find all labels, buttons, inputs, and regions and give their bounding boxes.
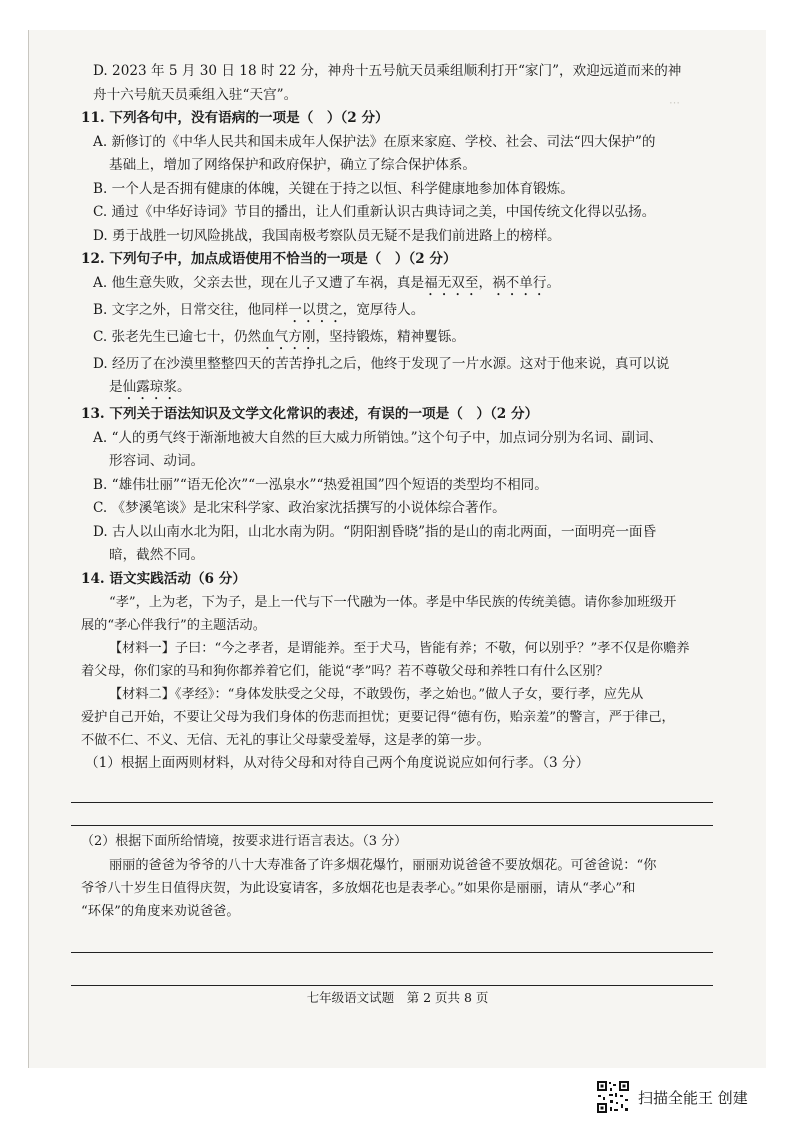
q13-option-d-line2: 暗，截然不同。 bbox=[109, 547, 205, 563]
q12-d-end: 。 bbox=[176, 379, 191, 395]
q14-stem: 14. 语文实践活动（6 分） bbox=[81, 570, 246, 587]
material-two-line2: 爱护自己开始，不要让父母为我们身体的伤悲而担忧；更要记得“德有伤，贻亲羞”的警言，严于律己， bbox=[81, 710, 675, 725]
q12-b-idiom: 一以贯之 bbox=[288, 301, 343, 318]
bleed-through-mark: ⋯ bbox=[669, 96, 680, 109]
answer-line-1[interactable] bbox=[71, 802, 713, 803]
q11-option-a-line1: A. 新修订的《中华人民共和国未成年人保护法》在原来家庭、学校、社会、司法“四大保护”的 bbox=[93, 133, 656, 150]
q13-option-a-line2: 形容词、动词。 bbox=[109, 453, 205, 469]
q12-option-d-line1: D. 经历了在沙漠里整整四天的苦苦挣扎之后，他终于发现了一片水源。这对于他来说，真可以说 bbox=[93, 355, 670, 372]
q11-option-a-line2: 基础上，增加了网络保护和政府保护，确立了综合保护体系。 bbox=[109, 157, 477, 173]
q11-option-c: C. 通过《中华好诗词》节目的播出，让人们重新认识古典诗词之美，中国传统文化得以弘扬。 bbox=[93, 204, 656, 220]
scanner-brand-text: 扫描全能王 创建 bbox=[638, 1088, 748, 1107]
q11-stem: 11. 下列各句中，没有语病的一项是（ ）（2 分） bbox=[81, 110, 389, 126]
q11-option-b: B. 一个人是否拥有健康的体魄，关键在于持之以恒、科学健康地参加体育锻炼。 bbox=[93, 180, 574, 197]
q12-a-text: A. 他生意失败，父亲去世，现在儿子又遭了车祸，真是 bbox=[93, 274, 425, 291]
q12-a-idiom: 福无双至，祸不单行 bbox=[424, 274, 547, 291]
sub-question-1: （1）根据上面两则材料，从对待父母和对待自己两个角度说说应如何行孝。（3 分） bbox=[85, 755, 590, 771]
scenario-line3: “环保”的角度来劝说爸爸。 bbox=[81, 903, 240, 919]
q13-option-d-line1: D. 古人以山南水北为阳，山北水南为阴。“阴阳割昏晓”指的是山的南北两面，一面明亮一面昏 bbox=[93, 523, 657, 540]
scenario-line2: 爷爷八十岁生日值得庆贺，为此设宴请客，多放烟花也是表孝心。”如果你是丽丽，请从“孝心”和 bbox=[81, 880, 636, 896]
q12-b-text: B. 文字之外，日常交往，他同样 bbox=[93, 301, 289, 318]
sub-question-2: （2）根据下面所给情境，按要求进行语言表达。（3 分） bbox=[81, 834, 408, 849]
q10-option-d-line2: 舟十六号航天员乘组入驻“天宫”。 bbox=[93, 86, 298, 103]
q12-d-text: 是 bbox=[109, 379, 123, 395]
material-one-line1: 【材料一】子曰：“今之孝者，是谓能养。至于犬马，皆能有养；不敬，何以别乎？”孝不仅是你赡养 bbox=[109, 641, 690, 656]
scanner-watermark bbox=[596, 1077, 748, 1117]
q10-option-d-line1: D. 2023 年 5 月 30 日 18 时 22 分，神舟十五号航天员乘组顺利打开“家门”，欢迎远道而来的神 bbox=[93, 63, 682, 79]
q12-stem: 12. 下列句子中，加点成语使用不恰当的一项是（ ）（2 分） bbox=[81, 251, 457, 267]
sub-question-2-block bbox=[81, 830, 743, 923]
answer-line-3[interactable] bbox=[71, 952, 713, 953]
q12-c-idiom: 血气方刚 bbox=[261, 328, 316, 345]
material-one-line2: 着父母，你们家的马和狗你都养着它们，能说“孝”吗？若不尊敬父母和养牲口有什么区别？ bbox=[81, 664, 609, 679]
q12-c-text: C. 张老先生已逾七十，仍然 bbox=[93, 328, 262, 345]
scenario-line1: 丽丽的爸爸为爷爷的八十大寿准备了许多烟花爆竹，丽丽劝说爸爸不要放烟花。可爸爸说：“你 bbox=[109, 857, 657, 873]
exam-page bbox=[28, 30, 766, 1068]
q12-option-d-line2 bbox=[81, 376, 743, 403]
q12-b-end: ，宽厚待人。 bbox=[342, 301, 425, 318]
answer-line-4[interactable] bbox=[71, 985, 713, 986]
material-two-line1: 【材料二】《孝经》：“身体发肤受之父母，不敢毁伤，孝之始也。”做人子女，要行孝，应先从 bbox=[109, 687, 644, 702]
qr-code-icon bbox=[596, 1080, 630, 1114]
q13-option-a-line1: A. “人的勇气终于渐渐地被大自然的巨大威力所销蚀。”这个句子中，加点词分别为名词、副词、 bbox=[93, 429, 663, 446]
q13-option-c: C. 《梦溪笔谈》是北宋科学家、政治家沈括撰写的小说体综合著作。 bbox=[93, 500, 506, 516]
q12-option-b bbox=[81, 299, 743, 326]
q13-stem: 13. 下列关于语法知识及文学文化常识的表述，有误的一项是（ ）（2 分） bbox=[81, 406, 539, 422]
q12-a-end: 。 bbox=[546, 274, 561, 291]
q12-c-end: ，坚持锻炼，精神矍铄。 bbox=[315, 328, 465, 345]
q11-option-d: D. 勇于战胜一切风险挑战，我国南极考察队员无疑不是我们前进路上的榜样。 bbox=[93, 227, 561, 244]
page-footer: 七年级语文试题 第 2 页共 8 页 bbox=[306, 990, 489, 1005]
material-two-line3: 不做不仁、不义、无信、无礼的事让父母蒙受羞辱，这是孝的第一步。 bbox=[81, 733, 490, 748]
answer-line-2[interactable] bbox=[71, 825, 713, 826]
q12-d-idiom: 仙露琼浆 bbox=[122, 379, 177, 395]
q13-option-b: B. “雄伟壮丽”“语无伦次”“一泓泉水”“热爱祖国”四个短语的类型均不相同。 bbox=[93, 476, 548, 493]
q12-option-a bbox=[81, 272, 743, 299]
question-content bbox=[81, 60, 743, 776]
q14-intro-line2: 展的“孝心伴我行”的主题活动。 bbox=[81, 618, 266, 633]
q12-option-c bbox=[81, 326, 743, 353]
q14-intro-line1: “孝”，上为老，下为子，是上一代与下一代融为一体。孝是中华民族的传统美德。请你参加班级开 bbox=[109, 595, 677, 610]
